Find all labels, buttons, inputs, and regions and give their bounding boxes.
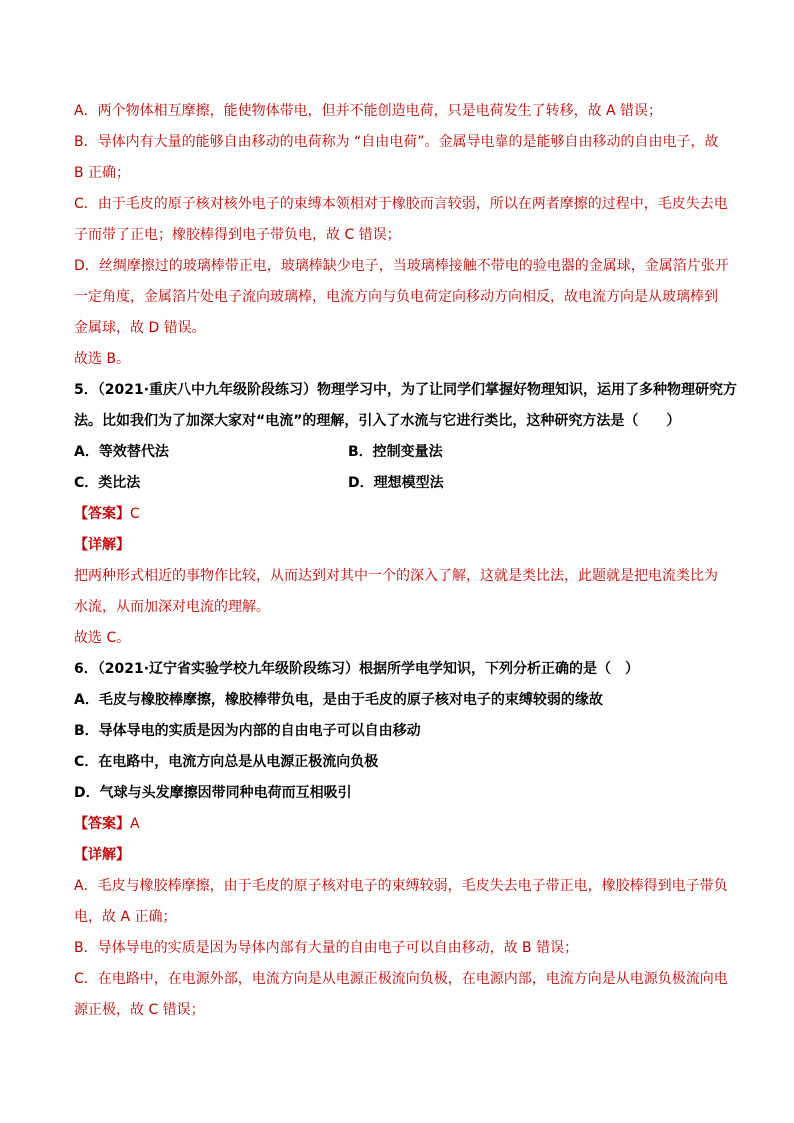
q5-detail-label: 【详解】 — [74, 537, 130, 553]
q6-option-b: B．导体导电的实质是因为内部的自由电子可以自由移动 — [74, 723, 421, 739]
q6-explain-c-1: C．在电路中，在电源外部，电流方向是从电源正极流向负极，在电源内部，电流方向是从电源负极流向电 — [74, 971, 728, 987]
q5-answer-value: C — [130, 506, 140, 522]
q5-choose: 故选 C。 — [74, 630, 131, 646]
q4-explain-d-1: D．丝绸摩擦过的玻璃棒带正电，玻璃棒缺少电子，当玻璃棒接触不带电的验电器的金属球，金属箔片张开 — [74, 258, 729, 274]
q4-explain-d-2: 一定角度，金属箔片处电子流向玻璃棒，电流方向与负电荷定向移动方向相反，故电流方向是从玻璃棒到 — [74, 289, 718, 305]
q5-option-c: C．类比法 — [74, 475, 141, 491]
q5-options-row-1 — [74, 437, 729, 468]
q5-detail-1: 把两种形式相近的事物作比较，从而达到对其中一个的深入了解，这就是类比法，此题就是把电流类比为 — [74, 568, 718, 584]
q6-answer-value: A — [130, 816, 140, 832]
q5-stem-1: 5．（2021·重庆八中九年级阶段练习）物理学习中，为了让同学们掌握好物理知识，运用了多种物理研究方 — [74, 382, 738, 398]
q6-explain-a-1: A．毛皮与橡胶棒摩擦，由于毛皮的原子核对电子的束缚较弱，毛皮失去电子带正电，橡胶棒得到电子带负 — [74, 878, 728, 894]
q4-choose: 故选 B。 — [74, 351, 131, 367]
q5-answer — [74, 499, 729, 530]
q4-explain-a: A．两个物体相互摩擦，能使物体带电，但并不能创造电荷，只是电荷发生了转移，故 A 错误； — [74, 103, 663, 119]
q5-options-row-2 — [74, 468, 729, 499]
q4-explain-b-1: B．导体内有大量的能够自由移动的电荷称为 “自由电荷”。金属导电靠的是能够自由移动的自由电子，故 — [74, 134, 719, 150]
q6-option-c: C．在电路中，电流方向总是从电源正极流向负极 — [74, 754, 379, 770]
q6-option-a: A．毛皮与橡胶棒摩擦，橡胶棒带负电，是由于毛皮的原子核对电子的束缚较弱的缘故 — [74, 692, 603, 708]
q6-detail-label: 【详解】 — [74, 847, 130, 863]
q4-explain-b-2: B 正确； — [74, 165, 131, 181]
q6-explain-c-2: 源正极，故 C 错误； — [74, 1002, 205, 1018]
q5-stem-2: 法。比如我们为了加深大家对“电流”的理解，引入了水流与它进行类比，这种研究方法是（ ） — [74, 413, 681, 429]
q6-option-d: D．气球与头发摩擦因带同种电荷而互相吸引 — [74, 785, 352, 801]
q5-detail-2: 水流，从而加深对电流的理解。 — [74, 599, 270, 615]
q4-explain-c-1: C．由于毛皮的原子核对核外电子的束缚本领相对于橡胶而言较弱，所以在两者摩擦的过程中，毛皮失去电 — [74, 196, 728, 212]
q5-answer-label: 【答案】 — [74, 506, 130, 522]
q4-explain-d-3: 金属球，故 D 错误。 — [74, 320, 206, 336]
q5-option-d: D．理想模型法 — [348, 475, 444, 491]
q6-explain-a-2: 电，故 A 正确； — [74, 909, 177, 925]
document-page — [74, 96, 738, 1026]
q5-option-b: B．控制变量法 — [348, 444, 443, 460]
q6-stem: 6．（2021·辽宁省实验学校九年级阶段练习）根据所学电学知识，下列分析正确的是（ ） — [74, 661, 640, 677]
q6-answer — [74, 809, 729, 840]
q5-option-a: A．等效替代法 — [74, 444, 169, 460]
q6-explain-b: B．导体导电的实质是因为导体内部有大量的自由电子可以自由移动，故 B 错误； — [74, 940, 579, 956]
q4-explain-c-2: 子而带了正电；橡胶棒得到电子带负电，故 C 错误； — [74, 227, 401, 243]
q6-answer-label: 【答案】 — [74, 816, 130, 832]
